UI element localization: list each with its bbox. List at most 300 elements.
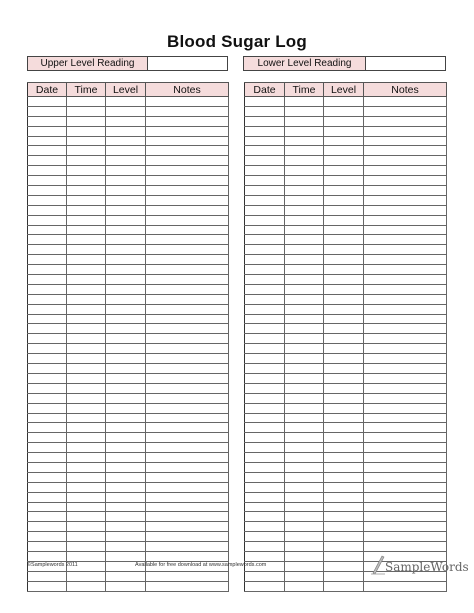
level-cell[interactable]	[106, 195, 146, 205]
level-cell[interactable]	[106, 443, 146, 453]
time-cell[interactable]	[285, 354, 324, 364]
time-cell[interactable]	[285, 522, 324, 532]
date-cell[interactable]	[28, 195, 67, 205]
date-cell[interactable]	[245, 373, 285, 383]
time-cell[interactable]	[67, 482, 106, 492]
time-cell[interactable]	[67, 462, 106, 472]
time-cell[interactable]	[285, 314, 324, 324]
time-cell[interactable]	[67, 166, 106, 176]
level-cell[interactable]	[324, 146, 364, 156]
notes-cell[interactable]	[146, 512, 229, 522]
notes-cell[interactable]	[146, 522, 229, 532]
date-cell[interactable]	[28, 275, 67, 285]
time-cell[interactable]	[285, 225, 324, 235]
date-cell[interactable]	[28, 106, 67, 116]
time-cell[interactable]	[67, 304, 106, 314]
level-cell[interactable]	[324, 551, 364, 561]
notes-cell[interactable]	[364, 304, 447, 314]
date-cell[interactable]	[245, 502, 285, 512]
notes-cell[interactable]	[146, 383, 229, 393]
level-cell[interactable]	[106, 314, 146, 324]
date-cell[interactable]	[28, 453, 67, 463]
level-cell[interactable]	[324, 156, 364, 166]
lower-level-value[interactable]	[366, 57, 445, 70]
level-cell[interactable]	[106, 284, 146, 294]
notes-cell[interactable]	[146, 304, 229, 314]
level-cell[interactable]	[324, 532, 364, 542]
level-cell[interactable]	[106, 383, 146, 393]
date-cell[interactable]	[245, 532, 285, 542]
date-cell[interactable]	[28, 205, 67, 215]
date-cell[interactable]	[28, 97, 67, 107]
date-cell[interactable]	[28, 571, 67, 581]
level-cell[interactable]	[324, 255, 364, 265]
time-cell[interactable]	[67, 324, 106, 334]
date-cell[interactable]	[245, 156, 285, 166]
date-cell[interactable]	[28, 482, 67, 492]
level-cell[interactable]	[324, 166, 364, 176]
date-cell[interactable]	[28, 354, 67, 364]
level-cell[interactable]	[324, 176, 364, 186]
notes-cell[interactable]	[146, 433, 229, 443]
notes-cell[interactable]	[364, 265, 447, 275]
notes-cell[interactable]	[364, 116, 447, 126]
date-cell[interactable]	[245, 334, 285, 344]
notes-cell[interactable]	[364, 126, 447, 136]
level-cell[interactable]	[106, 156, 146, 166]
notes-cell[interactable]	[364, 581, 447, 591]
time-cell[interactable]	[285, 245, 324, 255]
time-cell[interactable]	[285, 116, 324, 126]
date-cell[interactable]	[28, 443, 67, 453]
date-cell[interactable]	[245, 462, 285, 472]
level-cell[interactable]	[106, 482, 146, 492]
notes-cell[interactable]	[364, 106, 447, 116]
date-cell[interactable]	[245, 245, 285, 255]
time-cell[interactable]	[67, 156, 106, 166]
notes-cell[interactable]	[146, 413, 229, 423]
level-cell[interactable]	[106, 176, 146, 186]
time-cell[interactable]	[67, 354, 106, 364]
notes-cell[interactable]	[146, 136, 229, 146]
date-cell[interactable]	[28, 502, 67, 512]
notes-cell[interactable]	[364, 512, 447, 522]
level-cell[interactable]	[106, 403, 146, 413]
date-cell[interactable]	[28, 265, 67, 275]
date-cell[interactable]	[28, 255, 67, 265]
notes-cell[interactable]	[146, 116, 229, 126]
level-cell[interactable]	[324, 205, 364, 215]
level-cell[interactable]	[106, 522, 146, 532]
time-cell[interactable]	[285, 324, 324, 334]
notes-cell[interactable]	[364, 176, 447, 186]
time-cell[interactable]	[67, 334, 106, 344]
notes-cell[interactable]	[364, 344, 447, 354]
notes-cell[interactable]	[364, 334, 447, 344]
date-cell[interactable]	[245, 433, 285, 443]
level-cell[interactable]	[106, 393, 146, 403]
level-cell[interactable]	[324, 403, 364, 413]
time-cell[interactable]	[67, 235, 106, 245]
time-cell[interactable]	[285, 176, 324, 186]
notes-cell[interactable]	[146, 571, 229, 581]
notes-cell[interactable]	[364, 136, 447, 146]
date-cell[interactable]	[28, 581, 67, 591]
level-cell[interactable]	[324, 97, 364, 107]
notes-cell[interactable]	[146, 403, 229, 413]
level-cell[interactable]	[324, 186, 364, 196]
level-cell[interactable]	[106, 413, 146, 423]
date-cell[interactable]	[245, 304, 285, 314]
notes-cell[interactable]	[146, 186, 229, 196]
level-cell[interactable]	[106, 512, 146, 522]
date-cell[interactable]	[245, 512, 285, 522]
date-cell[interactable]	[245, 324, 285, 334]
date-cell[interactable]	[245, 344, 285, 354]
notes-cell[interactable]	[146, 334, 229, 344]
time-cell[interactable]	[67, 551, 106, 561]
date-cell[interactable]	[245, 383, 285, 393]
notes-cell[interactable]	[364, 443, 447, 453]
time-cell[interactable]	[67, 195, 106, 205]
time-cell[interactable]	[67, 275, 106, 285]
notes-cell[interactable]	[146, 146, 229, 156]
level-cell[interactable]	[324, 116, 364, 126]
notes-cell[interactable]	[146, 97, 229, 107]
level-cell[interactable]	[106, 275, 146, 285]
notes-cell[interactable]	[364, 433, 447, 443]
time-cell[interactable]	[67, 522, 106, 532]
date-cell[interactable]	[28, 492, 67, 502]
level-cell[interactable]	[324, 472, 364, 482]
time-cell[interactable]	[67, 512, 106, 522]
date-cell[interactable]	[245, 403, 285, 413]
time-cell[interactable]	[285, 294, 324, 304]
level-cell[interactable]	[324, 314, 364, 324]
level-cell[interactable]	[106, 186, 146, 196]
level-cell[interactable]	[324, 354, 364, 364]
level-cell[interactable]	[106, 294, 146, 304]
level-cell[interactable]	[106, 146, 146, 156]
level-cell[interactable]	[324, 433, 364, 443]
time-cell[interactable]	[67, 433, 106, 443]
time-cell[interactable]	[67, 453, 106, 463]
time-cell[interactable]	[285, 403, 324, 413]
time-cell[interactable]	[285, 492, 324, 502]
level-cell[interactable]	[106, 205, 146, 215]
level-cell[interactable]	[106, 492, 146, 502]
level-cell[interactable]	[106, 423, 146, 433]
date-cell[interactable]	[28, 462, 67, 472]
notes-cell[interactable]	[364, 245, 447, 255]
time-cell[interactable]	[67, 373, 106, 383]
notes-cell[interactable]	[364, 492, 447, 502]
level-cell[interactable]	[324, 561, 364, 571]
notes-cell[interactable]	[364, 403, 447, 413]
time-cell[interactable]	[67, 443, 106, 453]
level-cell[interactable]	[324, 235, 364, 245]
notes-cell[interactable]	[364, 502, 447, 512]
level-cell[interactable]	[324, 502, 364, 512]
date-cell[interactable]	[245, 126, 285, 136]
level-cell[interactable]	[106, 334, 146, 344]
notes-cell[interactable]	[364, 195, 447, 205]
date-cell[interactable]	[28, 532, 67, 542]
notes-cell[interactable]	[364, 146, 447, 156]
level-cell[interactable]	[106, 97, 146, 107]
notes-cell[interactable]	[146, 532, 229, 542]
level-cell[interactable]	[324, 136, 364, 146]
notes-cell[interactable]	[364, 314, 447, 324]
time-cell[interactable]	[285, 551, 324, 561]
notes-cell[interactable]	[364, 225, 447, 235]
time-cell[interactable]	[67, 294, 106, 304]
time-cell[interactable]	[67, 106, 106, 116]
date-cell[interactable]	[245, 472, 285, 482]
time-cell[interactable]	[285, 581, 324, 591]
date-cell[interactable]	[245, 571, 285, 581]
notes-cell[interactable]	[146, 245, 229, 255]
date-cell[interactable]	[28, 225, 67, 235]
time-cell[interactable]	[67, 383, 106, 393]
notes-cell[interactable]	[364, 532, 447, 542]
notes-cell[interactable]	[364, 205, 447, 215]
date-cell[interactable]	[28, 413, 67, 423]
level-cell[interactable]	[324, 462, 364, 472]
notes-cell[interactable]	[364, 423, 447, 433]
level-cell[interactable]	[106, 324, 146, 334]
level-cell[interactable]	[324, 215, 364, 225]
date-cell[interactable]	[245, 265, 285, 275]
level-cell[interactable]	[106, 255, 146, 265]
date-cell[interactable]	[28, 235, 67, 245]
time-cell[interactable]	[285, 106, 324, 116]
date-cell[interactable]	[28, 403, 67, 413]
level-cell[interactable]	[106, 453, 146, 463]
level-cell[interactable]	[106, 126, 146, 136]
date-cell[interactable]	[245, 176, 285, 186]
notes-cell[interactable]	[146, 275, 229, 285]
time-cell[interactable]	[67, 126, 106, 136]
time-cell[interactable]	[285, 265, 324, 275]
date-cell[interactable]	[28, 472, 67, 482]
notes-cell[interactable]	[146, 235, 229, 245]
notes-cell[interactable]	[146, 344, 229, 354]
time-cell[interactable]	[67, 413, 106, 423]
level-cell[interactable]	[324, 334, 364, 344]
time-cell[interactable]	[285, 97, 324, 107]
date-cell[interactable]	[28, 512, 67, 522]
notes-cell[interactable]	[364, 472, 447, 482]
level-cell[interactable]	[106, 551, 146, 561]
date-cell[interactable]	[245, 314, 285, 324]
date-cell[interactable]	[245, 136, 285, 146]
level-cell[interactable]	[324, 106, 364, 116]
time-cell[interactable]	[67, 314, 106, 324]
date-cell[interactable]	[245, 492, 285, 502]
time-cell[interactable]	[67, 502, 106, 512]
notes-cell[interactable]	[364, 383, 447, 393]
notes-cell[interactable]	[146, 453, 229, 463]
level-cell[interactable]	[106, 136, 146, 146]
notes-cell[interactable]	[146, 225, 229, 235]
notes-cell[interactable]	[146, 205, 229, 215]
notes-cell[interactable]	[146, 294, 229, 304]
notes-cell[interactable]	[146, 482, 229, 492]
time-cell[interactable]	[285, 393, 324, 403]
date-cell[interactable]	[28, 284, 67, 294]
notes-cell[interactable]	[364, 453, 447, 463]
time-cell[interactable]	[285, 205, 324, 215]
level-cell[interactable]	[324, 393, 364, 403]
level-cell[interactable]	[106, 364, 146, 374]
time-cell[interactable]	[67, 255, 106, 265]
level-cell[interactable]	[106, 344, 146, 354]
time-cell[interactable]	[67, 344, 106, 354]
time-cell[interactable]	[285, 275, 324, 285]
date-cell[interactable]	[28, 176, 67, 186]
date-cell[interactable]	[28, 156, 67, 166]
date-cell[interactable]	[245, 255, 285, 265]
level-cell[interactable]	[324, 225, 364, 235]
notes-cell[interactable]	[146, 314, 229, 324]
time-cell[interactable]	[67, 205, 106, 215]
notes-cell[interactable]	[364, 393, 447, 403]
notes-cell[interactable]	[364, 542, 447, 552]
date-cell[interactable]	[28, 146, 67, 156]
notes-cell[interactable]	[146, 324, 229, 334]
date-cell[interactable]	[28, 344, 67, 354]
level-cell[interactable]	[324, 542, 364, 552]
notes-cell[interactable]	[146, 373, 229, 383]
level-cell[interactable]	[324, 245, 364, 255]
time-cell[interactable]	[285, 304, 324, 314]
notes-cell[interactable]	[146, 581, 229, 591]
level-cell[interactable]	[324, 275, 364, 285]
level-cell[interactable]	[106, 166, 146, 176]
date-cell[interactable]	[28, 522, 67, 532]
date-cell[interactable]	[28, 136, 67, 146]
time-cell[interactable]	[285, 413, 324, 423]
level-cell[interactable]	[106, 354, 146, 364]
notes-cell[interactable]	[364, 522, 447, 532]
date-cell[interactable]	[245, 215, 285, 225]
level-cell[interactable]	[106, 542, 146, 552]
level-cell[interactable]	[106, 581, 146, 591]
time-cell[interactable]	[285, 215, 324, 225]
time-cell[interactable]	[285, 571, 324, 581]
level-cell[interactable]	[324, 453, 364, 463]
time-cell[interactable]	[67, 472, 106, 482]
notes-cell[interactable]	[364, 364, 447, 374]
date-cell[interactable]	[245, 235, 285, 245]
date-cell[interactable]	[28, 551, 67, 561]
date-cell[interactable]	[28, 334, 67, 344]
date-cell[interactable]	[245, 294, 285, 304]
date-cell[interactable]	[28, 166, 67, 176]
time-cell[interactable]	[67, 245, 106, 255]
time-cell[interactable]	[67, 284, 106, 294]
level-cell[interactable]	[324, 443, 364, 453]
notes-cell[interactable]	[146, 472, 229, 482]
level-cell[interactable]	[324, 344, 364, 354]
level-cell[interactable]	[324, 571, 364, 581]
level-cell[interactable]	[324, 265, 364, 275]
notes-cell[interactable]	[146, 106, 229, 116]
notes-cell[interactable]	[364, 156, 447, 166]
time-cell[interactable]	[285, 433, 324, 443]
date-cell[interactable]	[28, 542, 67, 552]
date-cell[interactable]	[28, 423, 67, 433]
notes-cell[interactable]	[364, 373, 447, 383]
time-cell[interactable]	[67, 186, 106, 196]
notes-cell[interactable]	[146, 176, 229, 186]
date-cell[interactable]	[245, 205, 285, 215]
notes-cell[interactable]	[146, 255, 229, 265]
time-cell[interactable]	[285, 126, 324, 136]
date-cell[interactable]	[245, 522, 285, 532]
date-cell[interactable]	[245, 116, 285, 126]
time-cell[interactable]	[67, 265, 106, 275]
date-cell[interactable]	[245, 275, 285, 285]
time-cell[interactable]	[67, 364, 106, 374]
time-cell[interactable]	[285, 542, 324, 552]
date-cell[interactable]	[28, 126, 67, 136]
time-cell[interactable]	[285, 532, 324, 542]
date-cell[interactable]	[245, 364, 285, 374]
time-cell[interactable]	[67, 532, 106, 542]
date-cell[interactable]	[28, 294, 67, 304]
level-cell[interactable]	[106, 245, 146, 255]
level-cell[interactable]	[106, 433, 146, 443]
notes-cell[interactable]	[146, 462, 229, 472]
time-cell[interactable]	[285, 284, 324, 294]
notes-cell[interactable]	[146, 551, 229, 561]
notes-cell[interactable]	[364, 186, 447, 196]
level-cell[interactable]	[324, 373, 364, 383]
level-cell[interactable]	[106, 502, 146, 512]
notes-cell[interactable]	[364, 324, 447, 334]
date-cell[interactable]	[245, 581, 285, 591]
time-cell[interactable]	[285, 383, 324, 393]
notes-cell[interactable]	[146, 166, 229, 176]
time-cell[interactable]	[285, 462, 324, 472]
notes-cell[interactable]	[364, 235, 447, 245]
level-cell[interactable]	[324, 492, 364, 502]
notes-cell[interactable]	[146, 215, 229, 225]
time-cell[interactable]	[285, 502, 324, 512]
time-cell[interactable]	[285, 235, 324, 245]
time-cell[interactable]	[285, 146, 324, 156]
date-cell[interactable]	[245, 186, 285, 196]
level-cell[interactable]	[106, 265, 146, 275]
date-cell[interactable]	[245, 106, 285, 116]
time-cell[interactable]	[285, 482, 324, 492]
time-cell[interactable]	[285, 255, 324, 265]
level-cell[interactable]	[106, 106, 146, 116]
level-cell[interactable]	[106, 571, 146, 581]
time-cell[interactable]	[285, 136, 324, 146]
date-cell[interactable]	[245, 97, 285, 107]
level-cell[interactable]	[106, 116, 146, 126]
level-cell[interactable]	[106, 373, 146, 383]
notes-cell[interactable]	[146, 156, 229, 166]
level-cell[interactable]	[106, 304, 146, 314]
time-cell[interactable]	[285, 443, 324, 453]
date-cell[interactable]	[28, 186, 67, 196]
date-cell[interactable]	[245, 443, 285, 453]
time-cell[interactable]	[67, 492, 106, 502]
